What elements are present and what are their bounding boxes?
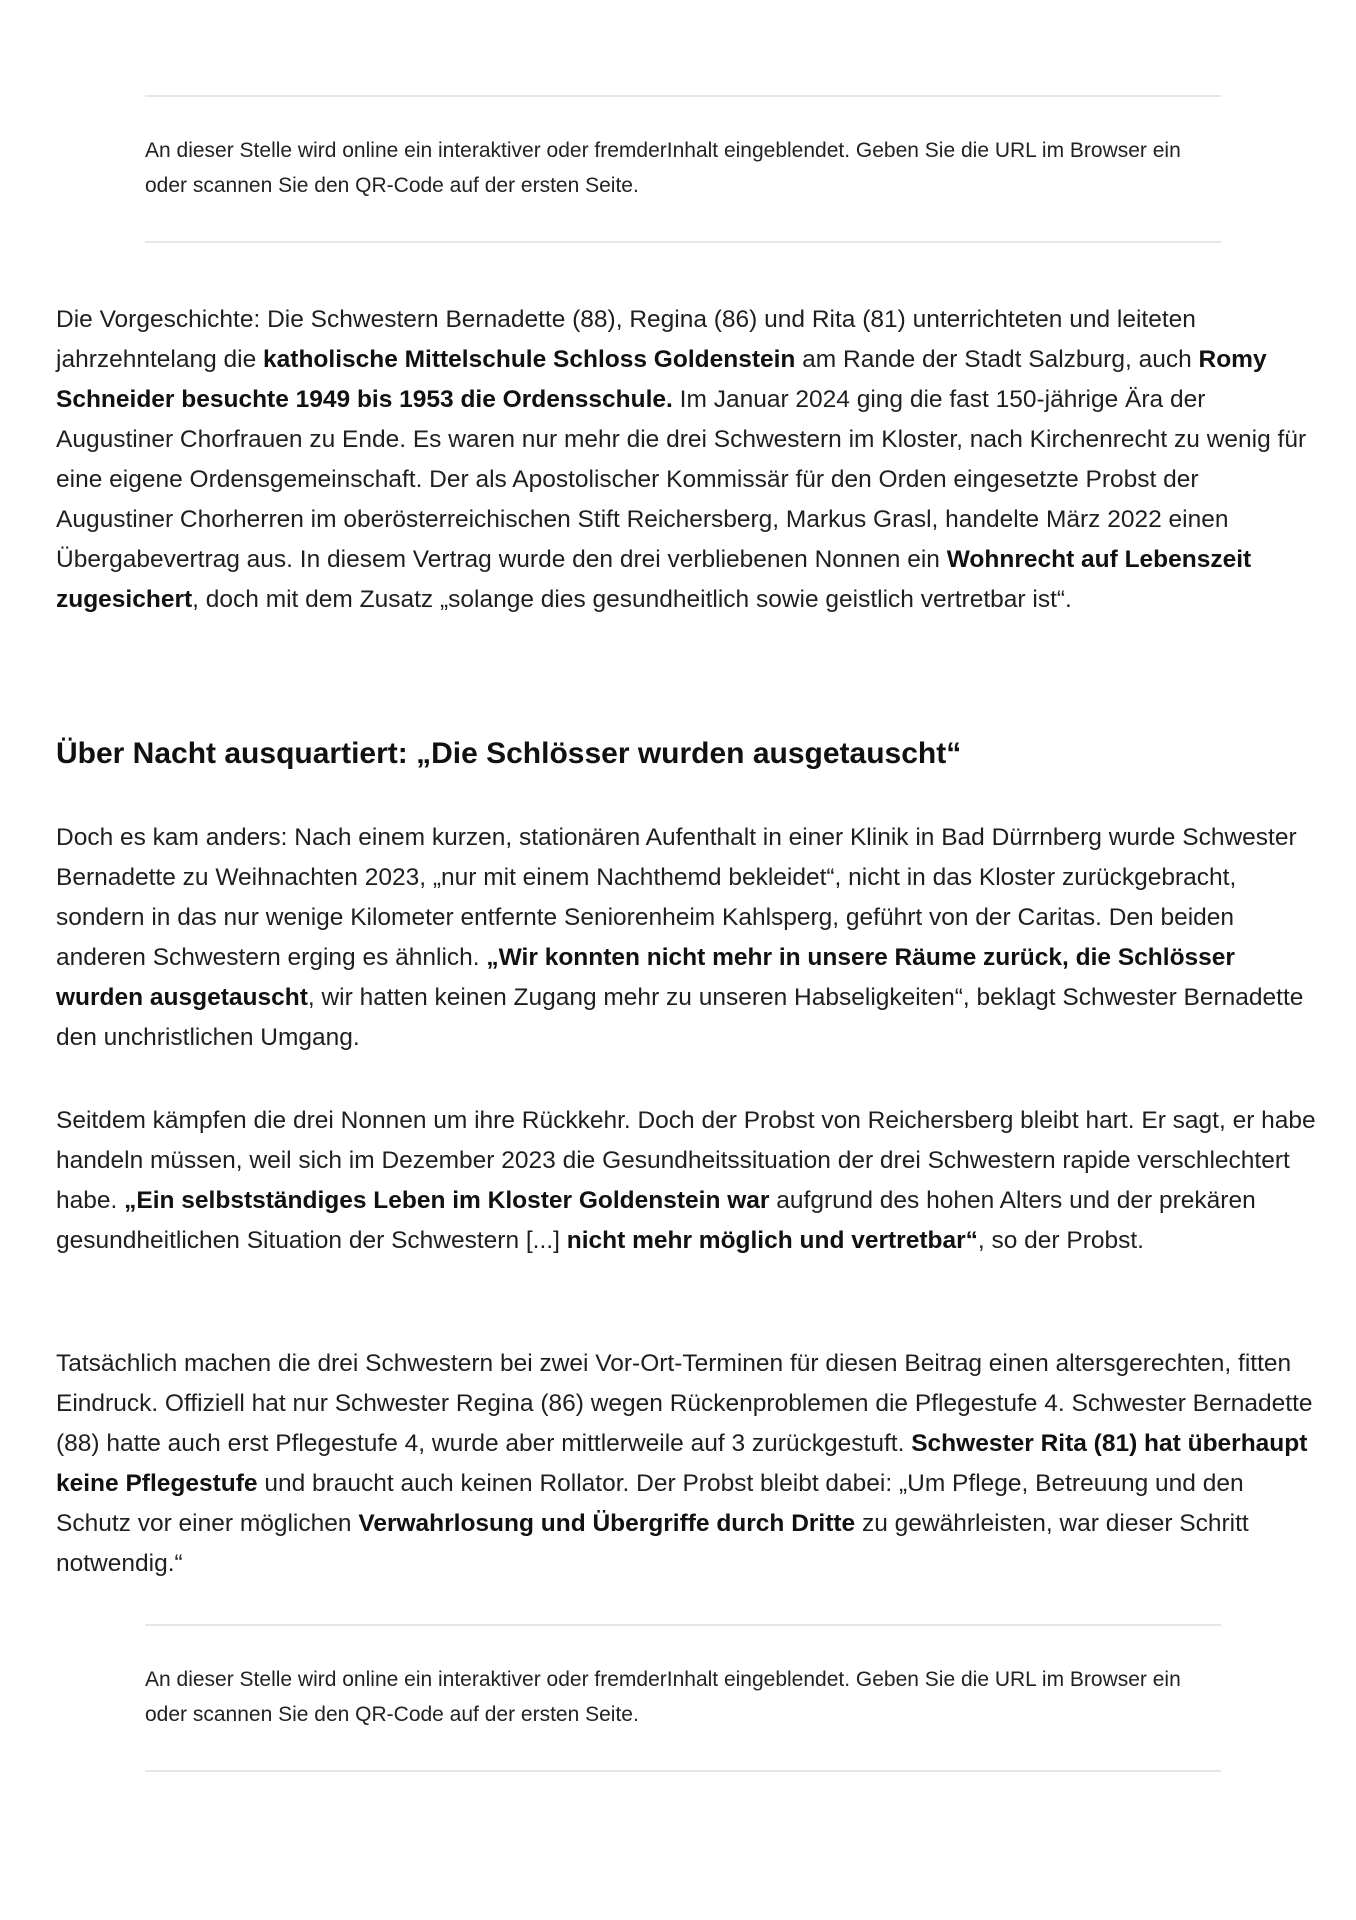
text-run: Im Januar 2024 ging die fast 150-jährige Ära der Augustiner Chorfrauen zu Ende. Es waren nur mehr die drei Schwestern im Kloster, nach Kirchenrecht zu wenig für eine eigene Ordensgemeinschaft. Der als Apostolischer Kommissär für den Orden eingesetzte Probst der Augustiner Chorherren im oberösterreichischen Stift Reichersberg, Markus Grasl, handelte März 2022 einen Übergabevertrag aus. In diesem Vertrag wurde den drei verbliebenen Nonnen ein	[56, 386, 1307, 573]
article-paragraph-return-fight	[56, 1101, 1316, 1261]
text-run: und braucht auch keinen Rollator. Der Probst bleibt dabei: „Um Pflege, Betreuung und den Schutz vor einer möglichen	[56, 1470, 1244, 1537]
bold-text-run: katholische Mittelschule Schloss Goldenstein	[263, 346, 796, 373]
article-paragraph-eviction	[56, 818, 1316, 1058]
text-run: , wir hatten keinen Zugang mehr zu unseren Habseligkeiten“, beklagt Schwester Bernadette den unchristlichen Umgang.	[56, 984, 1304, 1051]
text-run: Tatsächlich machen die drei Schwestern bei zwei Vor-Ort-Terminen für diesen Beitrag einen altersgerechten, fitten Eindruck. Offiziell hat nur Schwester Regina (86) wegen Rückenproblemen die Pflegestufe 4. Schwester Bernadette (88) hatte auch erst Pflegestufe 4, wurde aber mittlerweile auf 3 zurückgestuft.	[56, 1350, 1313, 1457]
text-run: Seitdem kämpfen die drei Nonnen um ihre Rückkehr. Doch der Probst von Reichersberg bleibt hart. Er sagt, er habe handeln müssen, weil sich im Dezember 2023 die Gesundheitssituation der drei Schwestern rapide verschlechtert habe.	[56, 1107, 1316, 1214]
embed-placeholder-bottom	[145, 1624, 1221, 1772]
text-run: Doch es kam anders: Nach einem kurzen, stationären Aufenthalt in einer Klinik in Bad Dürrnberg wurde Schwester Bernadette zu Weihnachten 2023, „nur mit einem Nachthemd bekleidet“, nicht in das Kloster zurückgebracht, sondern in das nur wenige Kilometer entfernte Seniorenheim Kahlsperg, geführt von der Caritas. Den beiden anderen Schwestern erging es ähnlich.	[56, 824, 1297, 971]
text-run: am Rande der Stadt Salzburg, auch	[795, 346, 1199, 373]
text-run: , so der Probst.	[977, 1227, 1144, 1254]
bold-text-run: Schwester Rita (81) hat überhaupt keine Pflegestufe	[56, 1430, 1308, 1497]
text-run: Die Vorgeschichte: Die Schwestern Bernadette (88), Regina (86) und Rita (81) unterrichteten und leiteten jahrzehntelang die	[56, 306, 1196, 373]
article-paragraph-care-levels	[56, 1344, 1316, 1584]
article-paragraph-background	[56, 300, 1316, 620]
embed-placeholder-top	[145, 95, 1221, 243]
bold-text-run: „Wir konnten nicht mehr in unsere Räume zurück, die Schlösser wurden ausgetauscht	[56, 944, 1235, 1011]
bold-text-run: Romy Schneider besuchte 1949 bis 1953 die Ordensschule.	[56, 346, 1267, 413]
text-run: aufgrund des hohen Alters und der prekären gesundheitlichen Situation der Schwestern [...]	[56, 1187, 1256, 1254]
embed-notice-text: An dieser Stelle wird online ein interaktiver oder fremderInhalt eingeblendet. Geben Sie die URL im Browser ein oder scannen Sie den QR-Code auf der ersten Seite.	[145, 139, 1181, 197]
text-run: zu gewährleisten, war dieser Schritt notwendig.“	[56, 1510, 1249, 1577]
embed-notice-text: An dieser Stelle wird online ein interaktiver oder fremderInhalt eingeblendet. Geben Sie die URL im Browser ein oder scannen Sie den QR-Code auf der ersten Seite.	[145, 1668, 1181, 1726]
bold-text-run: Verwahrlosung und Übergriffe durch Dritte	[358, 1510, 856, 1537]
bold-text-run: „Ein selbstständiges Leben im Kloster Goldenstein war	[124, 1187, 770, 1214]
bold-text-run: Wohnrecht auf Lebenszeit zugesichert	[56, 546, 1252, 613]
text-run: , doch mit dem Zusatz „solange dies gesundheitlich sowie geistlich vertretbar ist“.	[192, 586, 1072, 613]
section-heading: Über Nacht ausquartiert: „Die Schlösser wurden ausgetauscht“	[56, 737, 962, 770]
bold-text-run: nicht mehr möglich und vertretbar“	[566, 1227, 978, 1254]
